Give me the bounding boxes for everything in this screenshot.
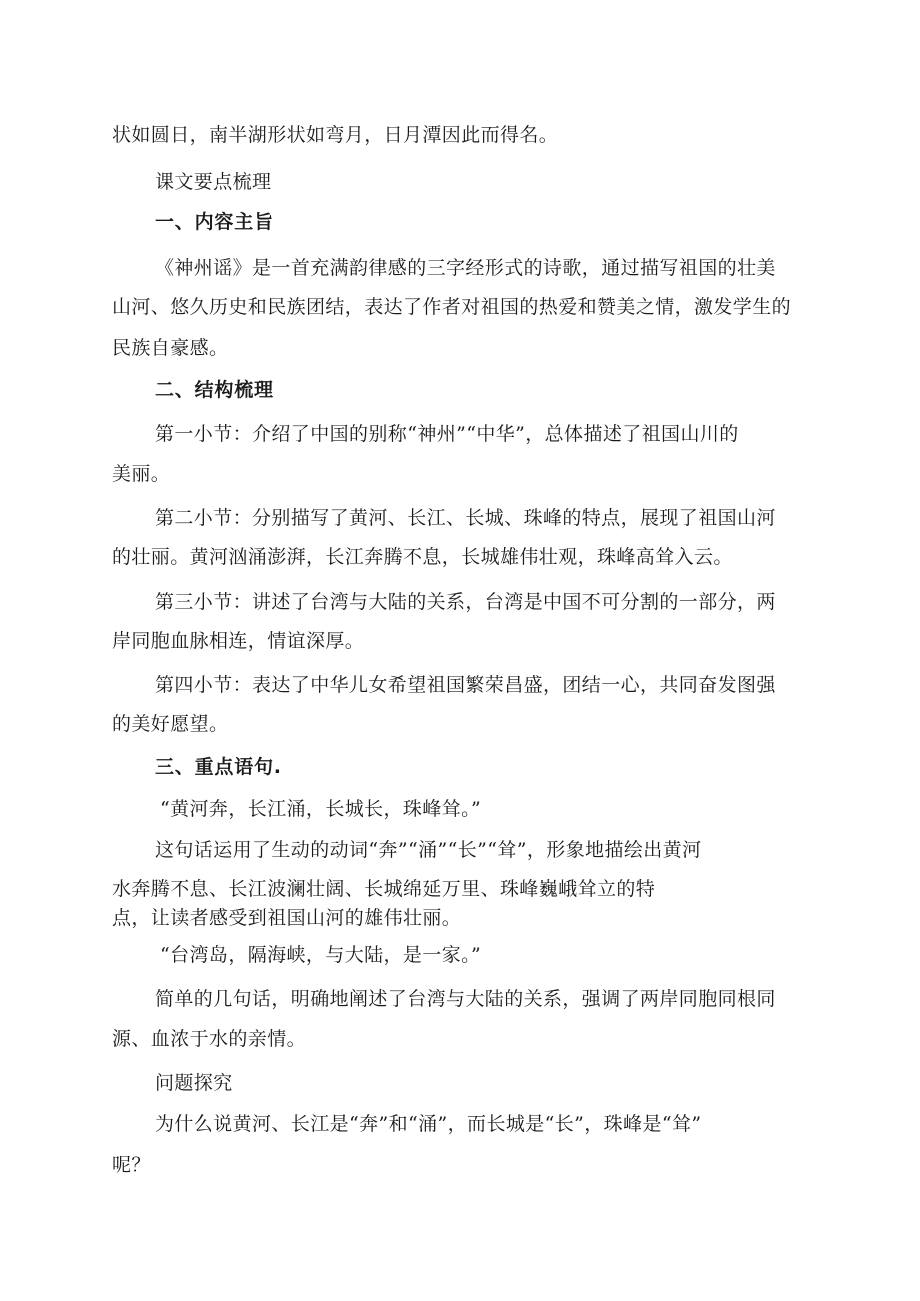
paragraph-line: 岸同胞血脉相连，情谊深厚。	[112, 630, 365, 652]
paragraph-line: 的美好愿望。	[112, 713, 229, 735]
paragraph-line: 源、血浓于水的亲情。	[112, 1028, 307, 1050]
paragraph-line: 呢？	[112, 1154, 151, 1176]
paragraph-line: 第二小节：分别描写了黄河、长江、长城、珠峰的特点，展现了祖国山河	[155, 507, 776, 529]
paragraph-line: 状如圆日，南半湖形状如弯月，日月潭因此而得名。	[112, 124, 559, 146]
quote-line: “黄河奔，长江涌，长城长，珠峰耸。”	[160, 798, 482, 820]
paragraph-line: 第一小节：介绍了中国的别称“神州”“中华”，总体描述了祖国山川的	[155, 423, 739, 445]
paragraph-line: 民族自豪感。	[112, 337, 229, 359]
section-label-inquiry: 问题探究	[155, 1072, 233, 1094]
heading-structure: 二、结构梳理	[155, 379, 274, 401]
section-label-key-points: 课文要点梳理	[155, 171, 272, 193]
paragraph-line: 点，让读者感受到祖国山河的雄伟壮丽。	[112, 907, 462, 929]
paragraph-line: 水奔腾不息、长江波澜壮阔、长城绵延万里、珠峰巍峨耸立的特	[112, 878, 656, 900]
paragraph-line: 第四小节：表达了中华儿女希望祖国繁荣昌盛，团结一心，共同奋发图强	[155, 674, 776, 696]
heading-content-theme: 一、内容主旨	[155, 211, 274, 233]
paragraph-line: 山河、悠久历史和民族团结，表达了作者对祖国的热爱和赞美之情，激发学生的	[112, 296, 792, 318]
quote-line: “台湾岛，隔海峡，与大陆，是一家。”	[160, 944, 482, 966]
heading-key-sentences: 三、重点语句.	[155, 756, 282, 778]
paragraph-line: 美丽。	[112, 463, 171, 485]
paragraph-line: 简单的几句话，明确地阐述了台湾与大陆的关系，强调了两岸同胞同根同	[155, 988, 776, 1010]
paragraph-line: 为什么说黄河、长江是“奔”和“涌”，而长城是“长”，珠峰是“耸”	[155, 1113, 702, 1135]
paragraph-line: 第三小节：讲述了台湾与大陆的关系，台湾是中国不可分割的一部分，两	[155, 591, 776, 613]
paragraph-line: 《神州谣》是一首充满韵律感的三字经形式的诗歌，通过描写祖国的壮美	[155, 257, 776, 279]
paragraph-line: 的壮丽。黄河汹涌澎湃，长江奔腾不息，长城雄伟壮观，珠峰高耸入云。	[112, 546, 733, 568]
paragraph-line: 这句话运用了生动的动词“奔”“涌”“长”“耸”，形象地描绘出黄河	[155, 839, 702, 861]
